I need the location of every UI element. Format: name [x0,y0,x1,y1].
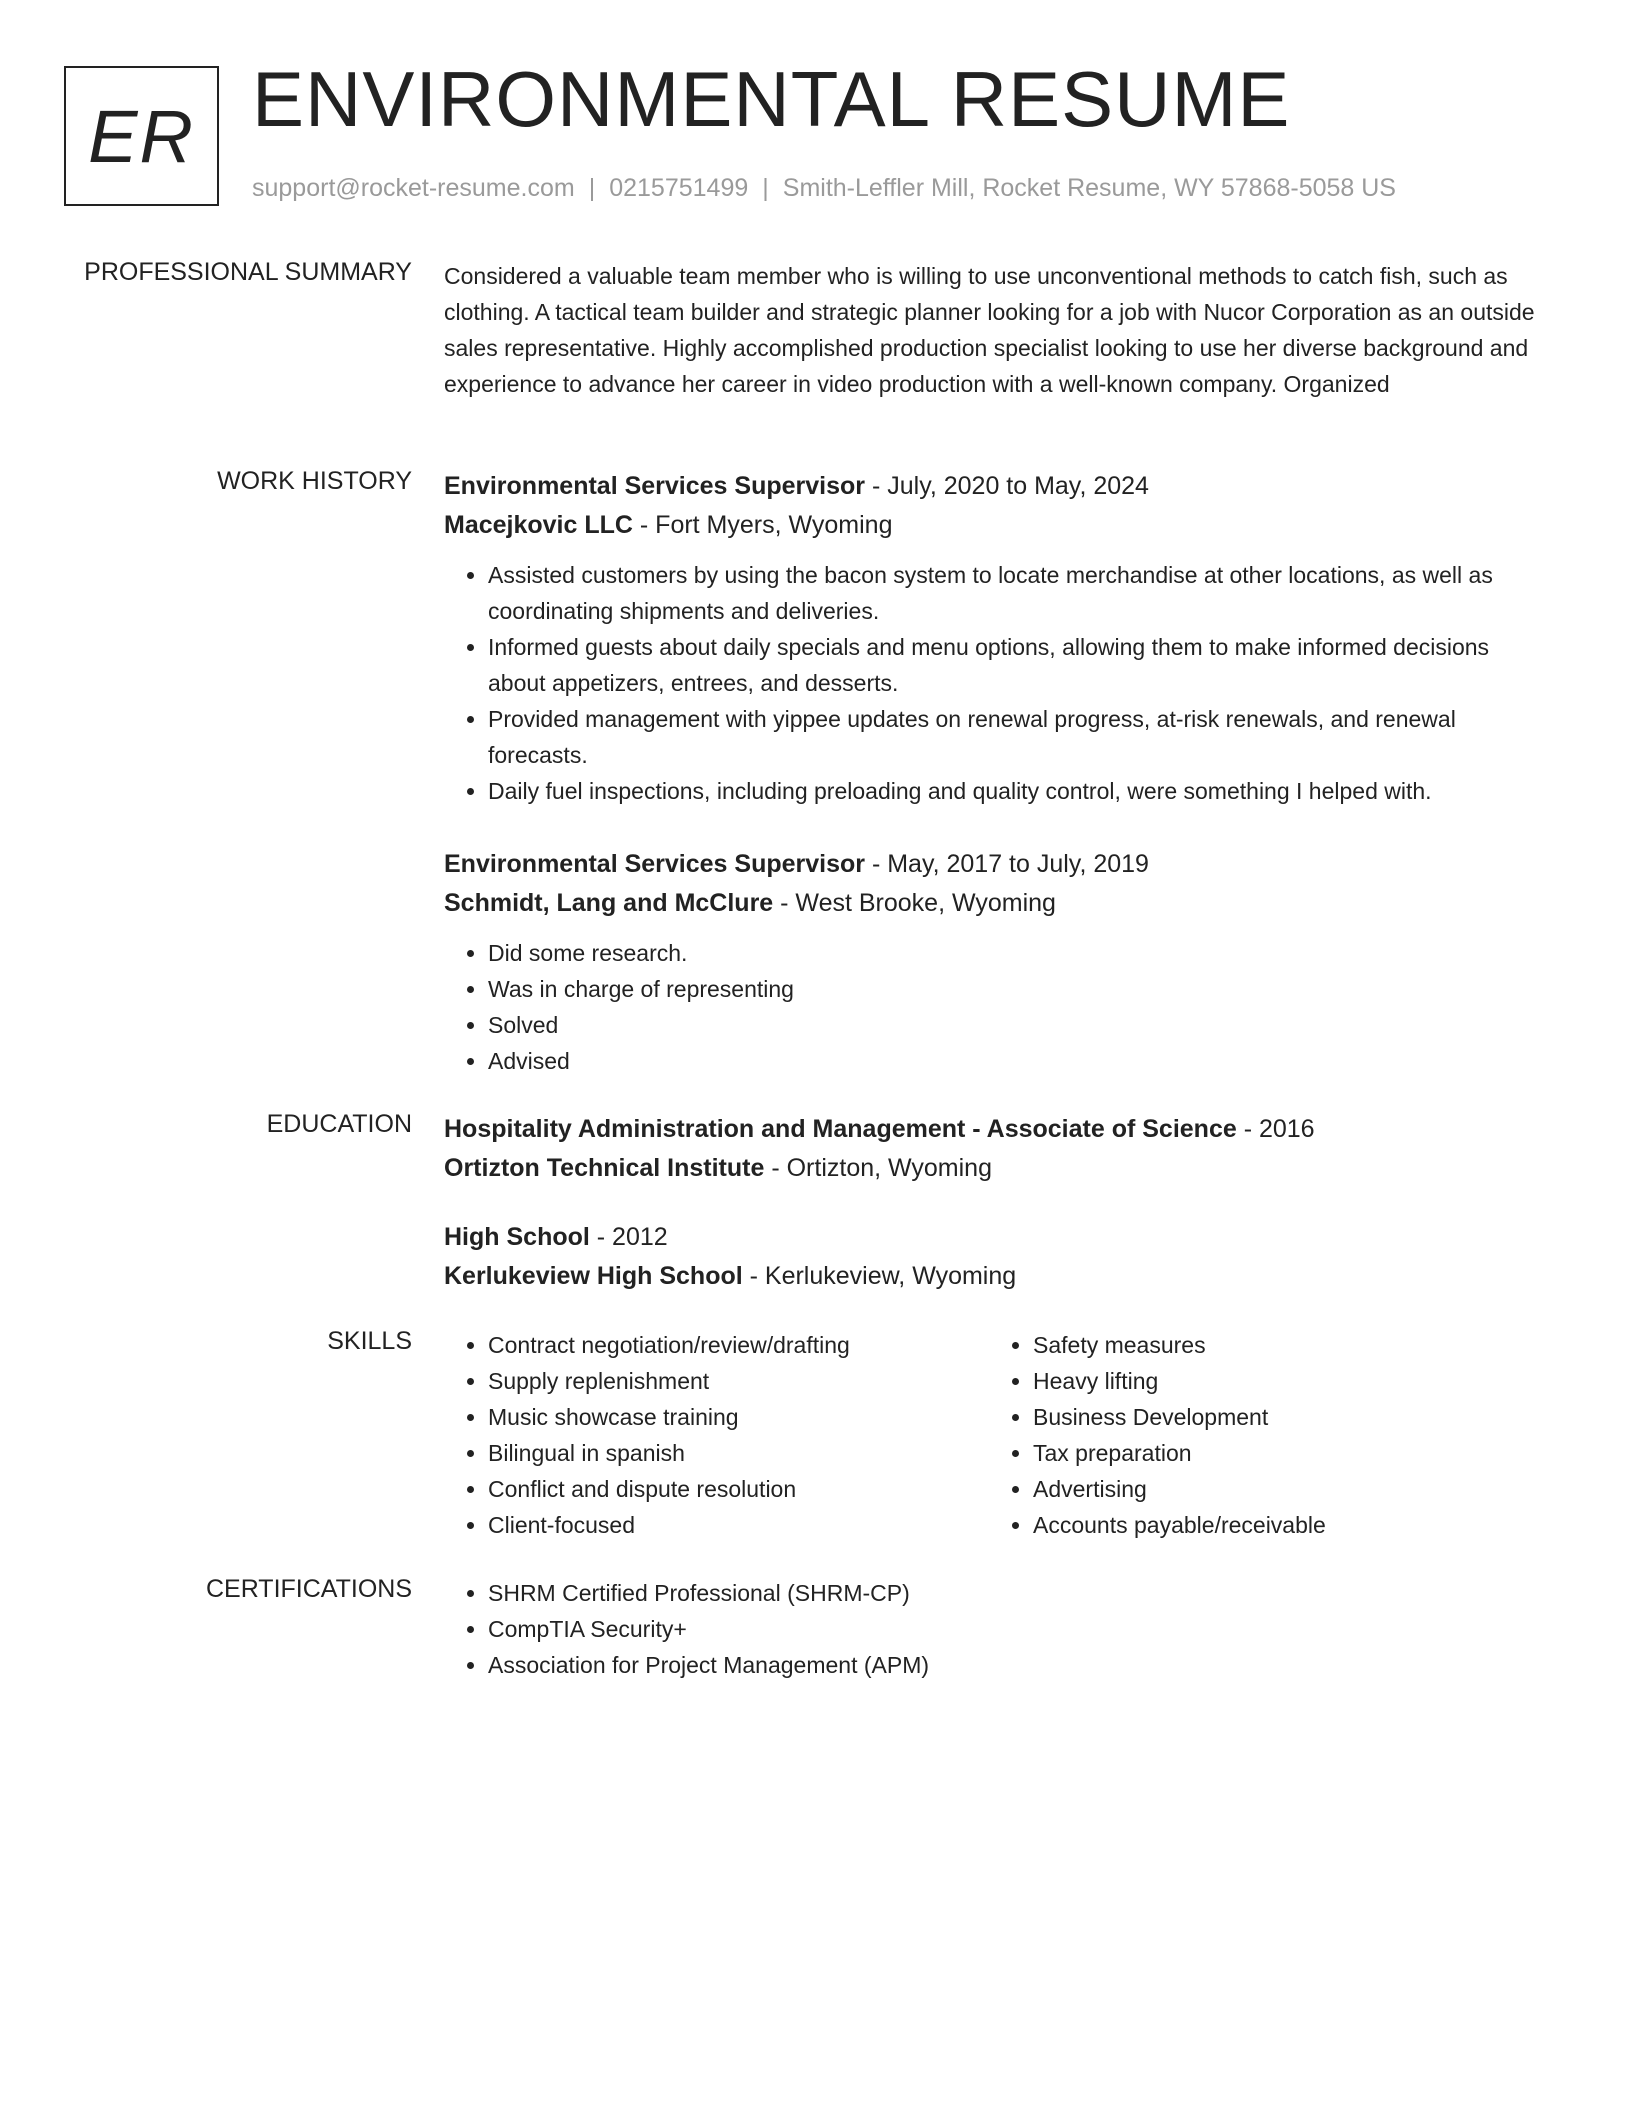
education-location: - Ortizton, Wyoming [764,1154,992,1182]
education-entry [444,1218,1548,1296]
certifications-heading: CERTIFICATIONS [205,1575,412,1603]
certification-item: • Association for Project Management (APM) [488,1647,1548,1683]
job-bullet: • Assisted customers by using the bacon system to locate merchandise at other locations, as well as coordinating shipments and deliveries. [488,557,1548,629]
skill-item: • Client-focused [488,1507,989,1543]
job-bullet: • Advised [488,1043,1548,1079]
skills-list [989,1327,1534,1543]
certifications-list [444,1575,1548,1683]
job-bullet: • Provided management with yippee updates on renewal progress, at-risk renewals, and renewal forecasts. [488,701,1548,773]
skill-item: • Advertising [1033,1471,1534,1507]
education-degree-line [444,1110,1548,1149]
education-entry [444,1110,1548,1188]
job-dates: - May, 2017 to July, 2019 [865,850,1149,878]
education-body [444,1110,1548,1326]
education-degree-line [444,1218,1548,1257]
resume-title: ENVIRONMENTAL RESUME [252,55,1291,143]
skill-item: • Supply replenishment [488,1363,989,1399]
job-entry [444,467,1548,809]
job-bullet: • Did some research. [488,935,1548,971]
job-bullet: • Daily fuel inspections, including preloading and quality control, were something I helped with. [488,773,1548,809]
skills-column-right [989,1327,1534,1543]
job-title-line [444,467,1548,506]
job-bullet: • Solved [488,1007,1548,1043]
certifications-body [444,1575,1548,1683]
certification-item: • CompTIA Security+ [488,1611,1548,1647]
work-history-heading: WORK HISTORY [217,467,412,495]
skills-columns [444,1327,1548,1543]
education-year: - 2012 [589,1223,668,1251]
contact-separator: | [588,174,596,202]
job-bullets [444,935,1548,1079]
contact-line [252,174,1396,203]
education-school-line [444,1149,1548,1188]
job-title-line [444,845,1548,884]
skill-item: • Contract negotiation/review/drafting [488,1327,989,1363]
job-entry [444,845,1548,1079]
education-year: - 2016 [1236,1115,1315,1143]
skill-item: • Accounts payable/receivable [1033,1507,1534,1543]
job-dates: - July, 2020 to May, 2024 [865,472,1149,500]
monogram-logo [64,66,219,206]
skills-list [444,1327,989,1543]
job-role: Environmental Services Supervisor [444,850,866,878]
skills-column-left [444,1327,989,1543]
education-heading: EDUCATION [266,1110,412,1138]
skill-item: • Conflict and dispute resolution [488,1471,989,1507]
skill-item: • Safety measures [1033,1327,1534,1363]
skill-item: • Music showcase training [488,1399,989,1435]
summary-text: Considered a valuable team member who is willing to use unconventional methods to catch fish, such as clothing. A tactical team builder and strategic planner looking for a job with Nucor Corporation as an outside sales representative. Highly accomplished production specialist looking to use her diverse background and experience to advance her career in video production with a well-known company. Organized [444,263,1535,397]
job-bullet: • Was in charge of representing [488,971,1548,1007]
summary-body [444,258,1548,402]
job-location: - Fort Myers, Wyoming [632,511,893,539]
job-bullet: • Informed guests about daily specials and menu options, allowing them to make informed decisions about appetizers, entrees, and desserts. [488,629,1548,701]
skill-item: • Business Development [1033,1399,1534,1435]
work-history-body [444,467,1548,1115]
skills-body [444,1327,1548,1543]
job-location: - West Brooke, Wyoming [773,889,1056,917]
job-company: Schmidt, Lang and McClure [444,889,774,917]
skill-item: • Bilingual in spanish [488,1435,989,1471]
job-company-line [444,884,1548,923]
job-role: Environmental Services Supervisor [444,472,866,500]
education-school-line [444,1257,1548,1296]
skills-heading: SKILLS [327,1327,412,1355]
skill-item: • Heavy lifting [1033,1363,1534,1399]
job-company: Macejkovic LLC [444,511,633,539]
job-bullets [444,557,1548,809]
skill-item: • Tax preparation [1033,1435,1534,1471]
education-school: Kerlukeview High School [444,1262,743,1290]
monogram-text: ER [88,94,195,178]
contact-address: Smith-Leffler Mill, Rocket Resume, WY 57868-5058 US [782,174,1396,202]
education-degree: High School [444,1223,590,1251]
job-company-line [444,506,1548,545]
education-degree: Hospitality Administration and Management - Associate of Science [444,1115,1237,1143]
contact-email: support@rocket-resume.com [252,174,575,202]
certification-item: • SHRM Certified Professional (SHRM-CP) [488,1575,1548,1611]
education-school: Ortizton Technical Institute [444,1154,765,1182]
education-location: - Kerlukeview, Wyoming [742,1262,1017,1290]
summary-heading: PROFESSIONAL SUMMARY [84,258,412,286]
contact-separator: | [762,174,769,202]
contact-phone: 0215751499 [609,174,749,202]
